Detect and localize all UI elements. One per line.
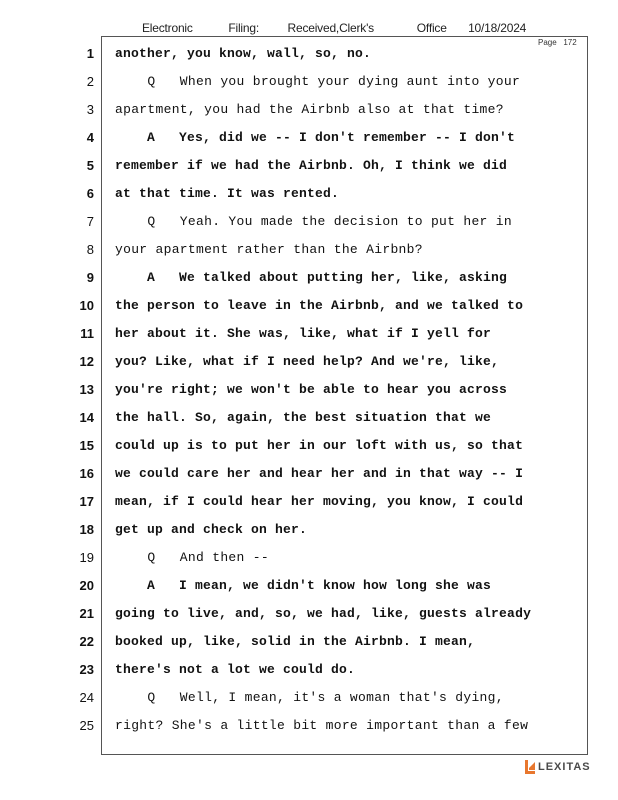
page-number: Page 172 [538,38,577,47]
line-number: 16 [79,466,94,481]
transcript-line-text: Q When you brought your dying aunt into your [115,74,521,89]
line-number: 12 [79,354,94,369]
transcript-line-text: booked up, like, solid in the Airbnb. I mean, [115,634,476,649]
transcript-line-text: could up is to put her in our loft with us, so that [115,438,524,453]
line-number: 5 [86,158,94,173]
transcript-line-text: the hall. So, again, the best situation that we [115,410,492,425]
line-number: 2 [86,74,94,89]
transcript-line-text: the person to leave in the Airbnb, and we talked to [115,298,524,313]
lexitas-logo [524,759,591,775]
line-number: 6 [86,186,94,201]
line-number: 13 [79,382,94,397]
line-number: 4 [86,130,94,145]
line-number: 8 [86,242,94,257]
transcript-line-text: her about it. She was, like, what if I yell for [115,326,492,341]
transcript-line-text: your apartment rather than the Airbnb? [115,242,423,257]
logo-text: LEXITAS [538,761,591,773]
line-number: 20 [79,578,94,593]
transcript-line-text: there's not a lot we could do. [115,662,356,677]
transcript-line-text: Q And then -- [115,550,269,565]
transcript-line-text: another, you know, wall, so, no. [115,46,372,61]
line-number: 14 [79,410,94,425]
transcript-line-text: you're right; we won't be able to hear you across [115,382,508,397]
transcript-line-text: mean, if I could hear her moving, you know, I could [115,494,524,509]
line-number: 15 [79,438,94,453]
transcript-line-text: going to live, and, so, we had, like, guests already [115,606,532,621]
line-number: 1 [86,46,94,61]
line-number: 23 [79,662,94,677]
line-number: 21 [79,606,94,621]
transcript-line-text: at that time. It was rented. [115,186,340,201]
transcript-line-text: A I mean, we didn't know how long she was [115,578,492,593]
lexitas-mark-icon [524,759,536,775]
transcript-line-text: right? She's a little bit more important than a few [115,718,529,733]
transcript-line-text: A Yes, did we -- I don't remember -- I don't [115,130,516,145]
transcript-line-text: Q Well, I mean, it's a woman that's dying, [115,690,504,705]
line-number: 7 [86,214,94,229]
filing-header: Electronic Filing: Received,Clerk's Office 10/18/2024 [142,21,527,35]
transcript-line-text: we could care her and hear her and in that way -- I [115,466,524,481]
transcript-line-text: get up and check on her. [115,522,308,537]
line-number: 22 [79,634,94,649]
transcript-line-text: apartment, you had the Airbnb also at that time? [115,102,504,117]
line-number: 9 [86,270,94,285]
line-number: 24 [79,690,94,705]
transcript-line-text: you? Like, what if I need help? And we're, like, [115,354,500,369]
transcript-line-text: A We talked about putting her, like, asking [115,270,508,285]
line-number: 17 [79,494,94,509]
line-number: 19 [79,550,94,565]
line-number: 3 [86,102,94,117]
line-number: 18 [79,522,94,537]
transcript-line-text: Q Yeah. You made the decision to put her in [115,214,512,229]
line-number: 25 [79,718,94,733]
line-number: 10 [79,298,94,313]
transcript-line-text: remember if we had the Airbnb. Oh, I think we did [115,158,508,173]
line-number: 11 [80,326,94,341]
